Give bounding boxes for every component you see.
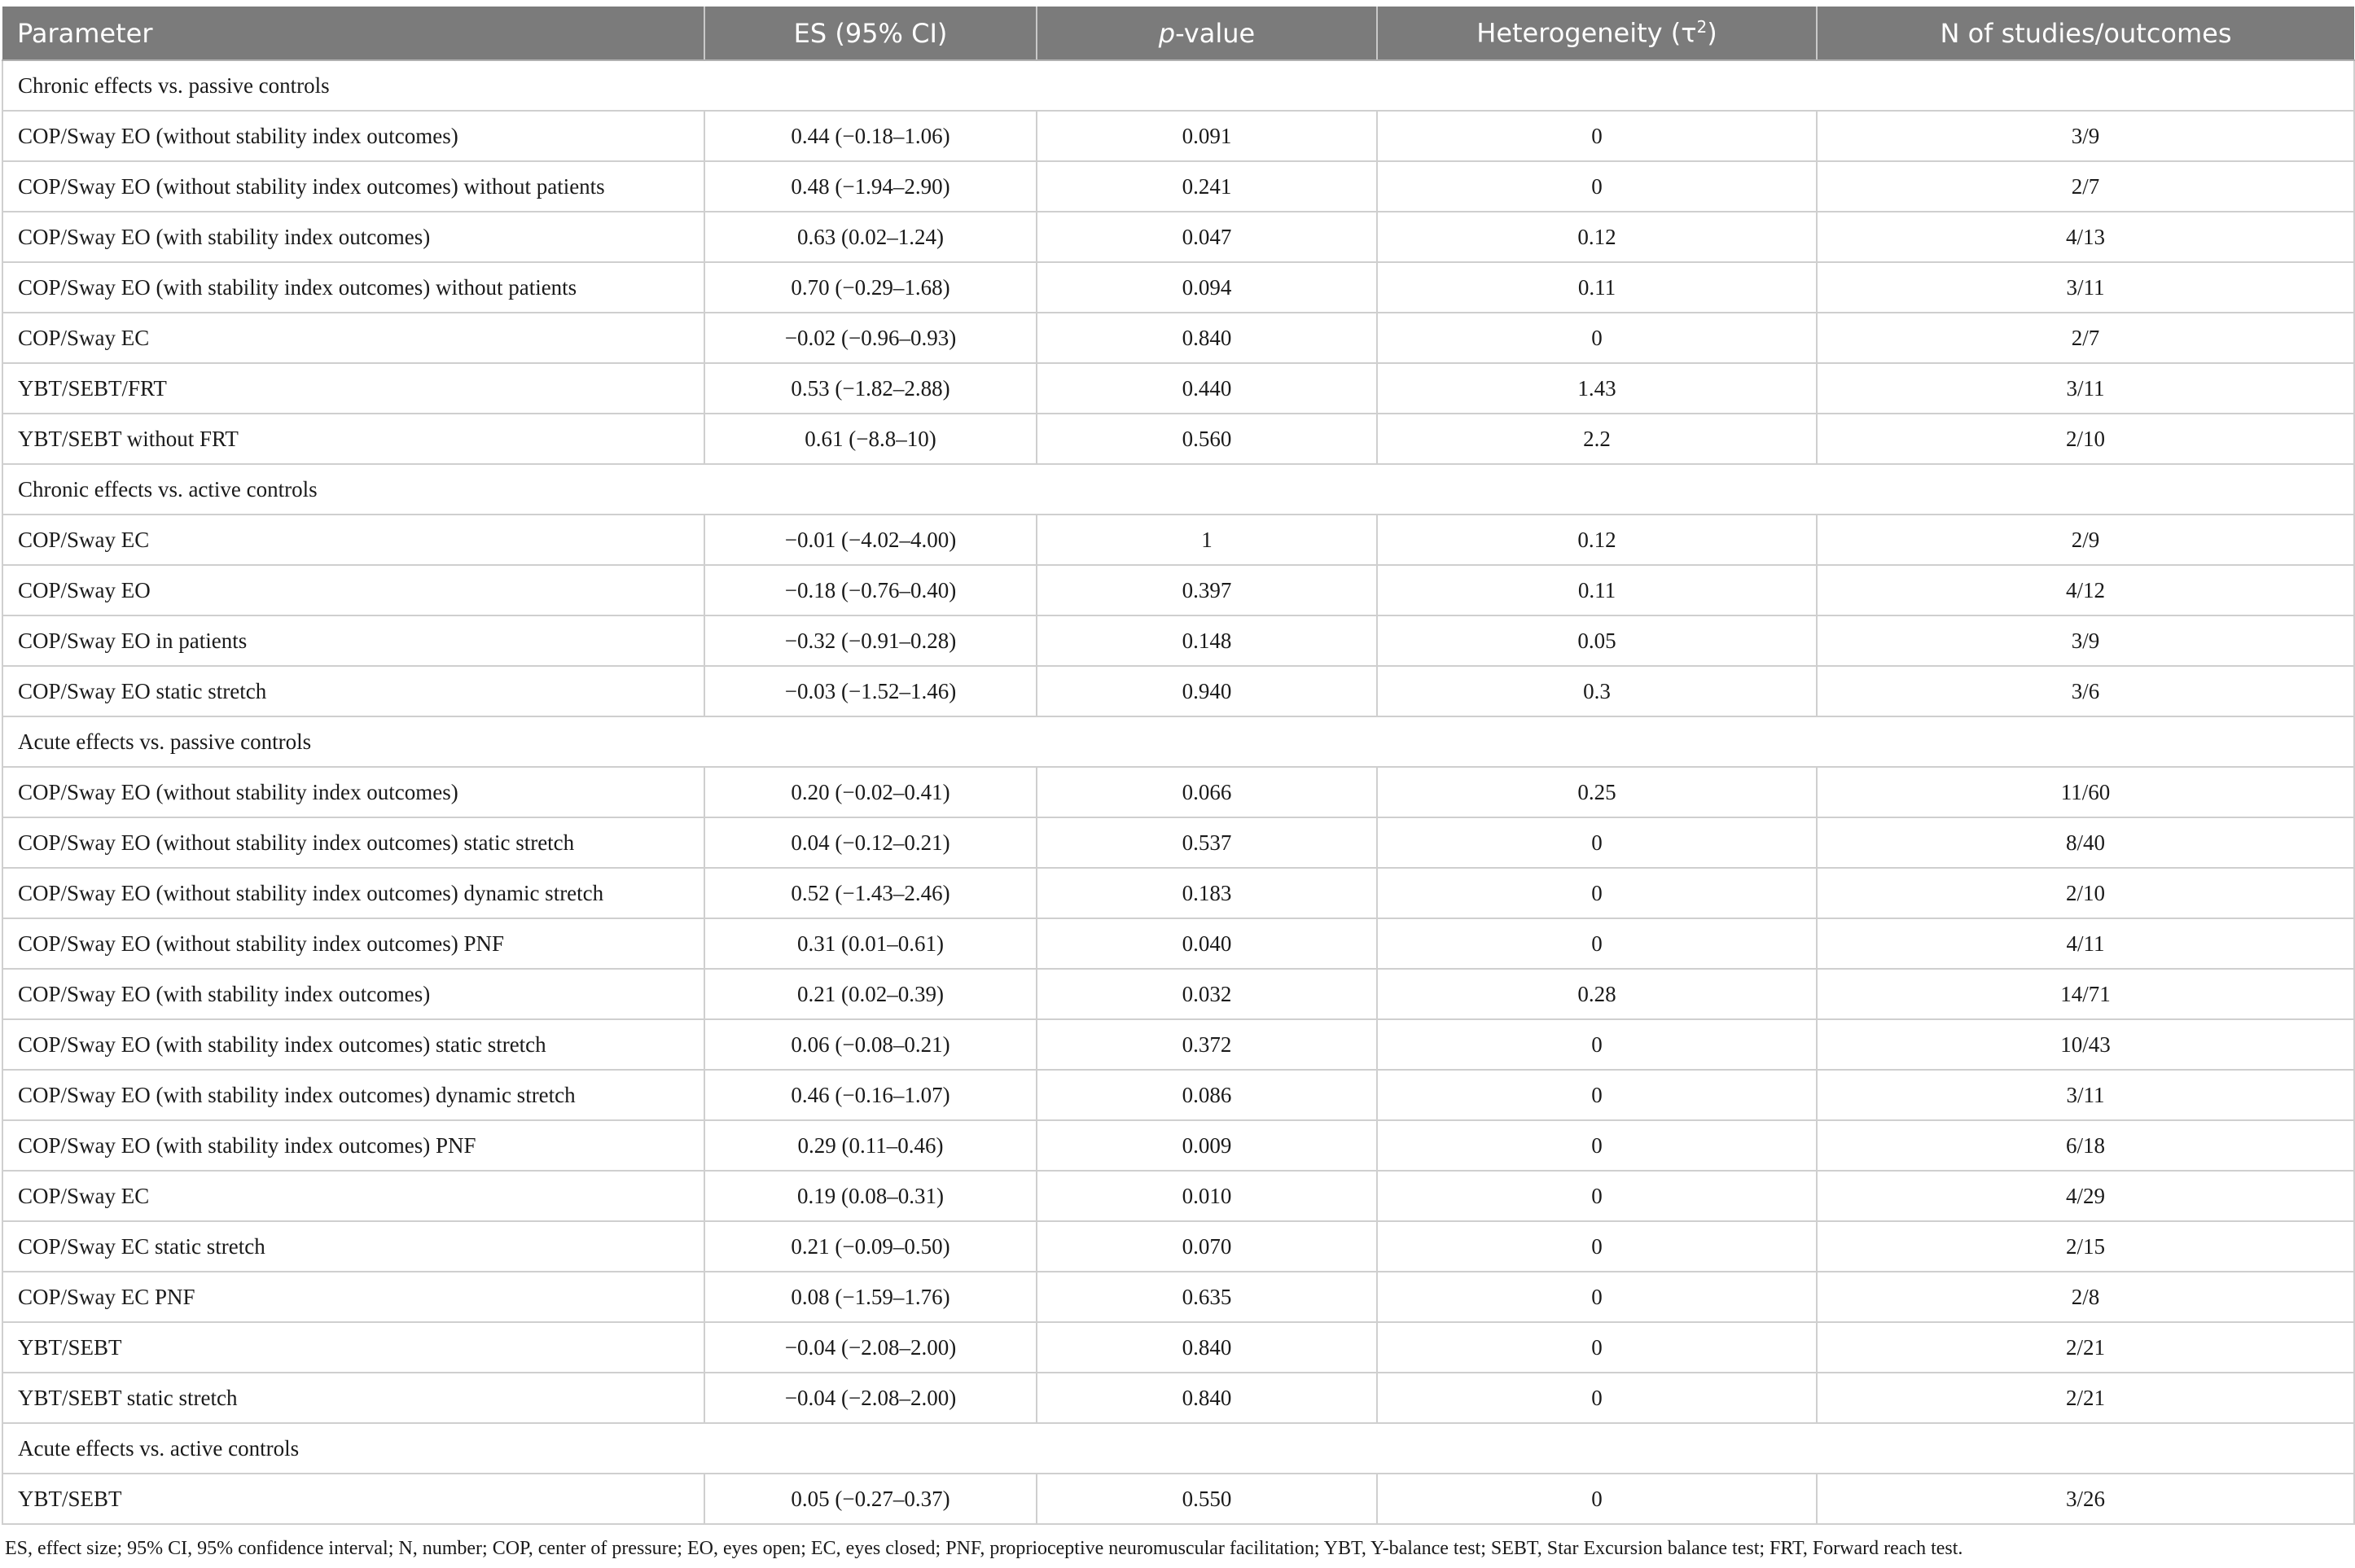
cell-parameter: COP/Sway EO <box>2 565 704 615</box>
cell-parameter: COP/Sway EO (without stability index outcomes) dynamic stretch <box>2 868 704 918</box>
cell-parameter: COP/Sway EC <box>2 313 704 363</box>
table-row <box>2 1272 2354 1322</box>
cell-heterogeneity: 0 <box>1377 868 1817 918</box>
cell-p-value: 0.066 <box>1037 767 1377 817</box>
cell-n-studies: 6/18 <box>1817 1120 2354 1171</box>
cell-effect-size: −0.03 (−1.52–1.46) <box>704 666 1037 716</box>
cell-effect-size: 0.21 (0.02–0.39) <box>704 969 1037 1019</box>
cell-effect-size: 0.46 (−0.16–1.07) <box>704 1070 1037 1120</box>
cell-heterogeneity: 0.11 <box>1377 262 1817 313</box>
cell-heterogeneity: 0 <box>1377 111 1817 161</box>
table-row <box>2 212 2354 262</box>
cell-effect-size: 0.44 (−0.18–1.06) <box>704 111 1037 161</box>
cell-effect-size: 0.29 (0.11–0.46) <box>704 1120 1037 1171</box>
table-row <box>2 817 2354 868</box>
cell-heterogeneity: 0.28 <box>1377 969 1817 1019</box>
cell-p-value: 0.537 <box>1037 817 1377 868</box>
cell-parameter: COP/Sway EC <box>2 515 704 565</box>
cell-heterogeneity: 0 <box>1377 1019 1817 1070</box>
cell-effect-size: 0.20 (−0.02–0.41) <box>704 767 1037 817</box>
cell-effect-size: −0.04 (−2.08–2.00) <box>704 1322 1037 1373</box>
table-row <box>2 868 2354 918</box>
cell-p-value: 0.940 <box>1037 666 1377 716</box>
cell-heterogeneity: 0 <box>1377 918 1817 969</box>
cell-effect-size: 0.05 (−0.27–0.37) <box>704 1474 1037 1524</box>
cell-p-value: 0.010 <box>1037 1171 1377 1221</box>
cell-effect-size: −0.32 (−0.91–0.28) <box>704 615 1037 666</box>
cell-parameter: COP/Sway EO static stretch <box>2 666 704 716</box>
cell-heterogeneity: 0.12 <box>1377 515 1817 565</box>
table-row <box>2 363 2354 414</box>
header-row <box>2 7 2354 60</box>
cell-heterogeneity: 0 <box>1377 313 1817 363</box>
cell-p-value: 0.148 <box>1037 615 1377 666</box>
header-p-prefix: p <box>1158 17 1176 49</box>
section-row <box>2 60 2354 111</box>
cell-p-value: 0.241 <box>1037 161 1377 212</box>
cell-heterogeneity: 0 <box>1377 1120 1817 1171</box>
cell-effect-size: 0.61 (−8.8–10) <box>704 414 1037 464</box>
table-row <box>2 615 2354 666</box>
table-body <box>2 60 2354 1524</box>
table-row <box>2 565 2354 615</box>
table-row <box>2 1373 2354 1423</box>
cell-parameter: YBT/SEBT/FRT <box>2 363 704 414</box>
cell-n-studies: 2/15 <box>1817 1221 2354 1272</box>
cell-n-studies: 10/43 <box>1817 1019 2354 1070</box>
cell-n-studies: 3/26 <box>1817 1474 2354 1524</box>
cell-parameter: YBT/SEBT <box>2 1322 704 1373</box>
cell-heterogeneity: 0 <box>1377 1272 1817 1322</box>
table-row <box>2 767 2354 817</box>
cell-p-value: 0.047 <box>1037 212 1377 262</box>
cell-effect-size: 0.21 (−0.09–0.50) <box>704 1221 1037 1272</box>
cell-heterogeneity: 0 <box>1377 1322 1817 1373</box>
cell-n-studies: 3/6 <box>1817 666 2354 716</box>
table-header <box>2 7 2354 60</box>
table-row <box>2 666 2354 716</box>
cell-heterogeneity: 0 <box>1377 1070 1817 1120</box>
cell-heterogeneity: 0 <box>1377 817 1817 868</box>
cell-n-studies: 2/8 <box>1817 1272 2354 1322</box>
cell-effect-size: −0.04 (−2.08–2.00) <box>704 1373 1037 1423</box>
cell-parameter: COP/Sway EC static stretch <box>2 1221 704 1272</box>
section-row <box>2 1423 2354 1474</box>
cell-n-studies: 2/10 <box>1817 414 2354 464</box>
cell-heterogeneity: 0 <box>1377 1474 1817 1524</box>
cell-effect-size: 0.19 (0.08–0.31) <box>704 1171 1037 1221</box>
header-n-studies: N of studies/outcomes <box>1817 7 2354 60</box>
cell-effect-size: 0.08 (−1.59–1.76) <box>704 1272 1037 1322</box>
cell-parameter: COP/Sway EO in patients <box>2 615 704 666</box>
results-table <box>2 7 2355 1525</box>
cell-p-value: 0.840 <box>1037 313 1377 363</box>
cell-p-value: 0.372 <box>1037 1019 1377 1070</box>
cell-effect-size: −0.01 (−4.02–4.00) <box>704 515 1037 565</box>
section-title: Acute effects vs. passive controls <box>2 716 2354 767</box>
cell-parameter: COP/Sway EO (with stability index outcomes) PNF <box>2 1120 704 1171</box>
cell-n-studies: 4/12 <box>1817 565 2354 615</box>
cell-n-studies: 2/21 <box>1817 1373 2354 1423</box>
cell-parameter: YBT/SEBT static stretch <box>2 1373 704 1423</box>
table-row <box>2 262 2354 313</box>
cell-heterogeneity: 0.25 <box>1377 767 1817 817</box>
cell-effect-size: −0.18 (−0.76–0.40) <box>704 565 1037 615</box>
table-row <box>2 1171 2354 1221</box>
cell-n-studies: 11/60 <box>1817 767 2354 817</box>
table-row <box>2 969 2354 1019</box>
header-heterogeneity-prefix: Heterogeneity (τ <box>1476 17 1697 49</box>
section-title: Acute effects vs. active controls <box>2 1423 2354 1474</box>
cell-effect-size: 0.48 (−1.94–2.90) <box>704 161 1037 212</box>
header-p-suffix: -value <box>1175 17 1256 49</box>
cell-p-value: 1 <box>1037 515 1377 565</box>
cell-heterogeneity: 0.05 <box>1377 615 1817 666</box>
cell-n-studies: 8/40 <box>1817 817 2354 868</box>
cell-p-value: 0.094 <box>1037 262 1377 313</box>
cell-n-studies: 4/29 <box>1817 1171 2354 1221</box>
cell-n-studies: 3/9 <box>1817 615 2354 666</box>
section-row <box>2 716 2354 767</box>
cell-effect-size: 0.63 (0.02–1.24) <box>704 212 1037 262</box>
cell-effect-size: 0.70 (−0.29–1.68) <box>704 262 1037 313</box>
cell-parameter: COP/Sway EO (with stability index outcomes) without patients <box>2 262 704 313</box>
table-row <box>2 515 2354 565</box>
cell-heterogeneity: 2.2 <box>1377 414 1817 464</box>
section-title: Chronic effects vs. passive controls <box>2 60 2354 111</box>
header-heterogeneity-suffix: ) <box>1707 17 1717 49</box>
table-row <box>2 1221 2354 1272</box>
cell-p-value: 0.560 <box>1037 414 1377 464</box>
section-title: Chronic effects vs. active controls <box>2 464 2354 515</box>
table-row <box>2 1474 2354 1524</box>
cell-p-value: 0.397 <box>1037 565 1377 615</box>
table-row <box>2 918 2354 969</box>
cell-heterogeneity: 0 <box>1377 161 1817 212</box>
cell-p-value: 0.032 <box>1037 969 1377 1019</box>
section-row <box>2 464 2354 515</box>
cell-effect-size: 0.06 (−0.08–0.21) <box>704 1019 1037 1070</box>
cell-heterogeneity: 0.11 <box>1377 565 1817 615</box>
cell-n-studies: 3/9 <box>1817 111 2354 161</box>
cell-p-value: 0.091 <box>1037 111 1377 161</box>
cell-n-studies: 2/10 <box>1817 868 2354 918</box>
cell-n-studies: 2/7 <box>1817 313 2354 363</box>
cell-n-studies: 2/7 <box>1817 161 2354 212</box>
cell-heterogeneity: 0 <box>1377 1171 1817 1221</box>
cell-p-value: 0.550 <box>1037 1474 1377 1524</box>
cell-p-value: 0.635 <box>1037 1272 1377 1322</box>
cell-p-value: 0.009 <box>1037 1120 1377 1171</box>
cell-effect-size: 0.31 (0.01–0.61) <box>704 918 1037 969</box>
cell-heterogeneity: 0.12 <box>1377 212 1817 262</box>
cell-n-studies: 4/11 <box>1817 918 2354 969</box>
cell-parameter: COP/Sway EO (with stability index outcomes) dynamic stretch <box>2 1070 704 1120</box>
header-heterogeneity-sup: 2 <box>1696 17 1708 37</box>
cell-parameter: COP/Sway EO (without stability index outcomes) <box>2 111 704 161</box>
cell-p-value: 0.840 <box>1037 1322 1377 1373</box>
table-footnote: ES, effect size; 95% CI, 95% confidence interval; N, number; COP, center of pressure; EO, eyes open; EC, eyes closed; PNF, proprioceptive neuromuscular facilitation; YBT, Y-balance test; SEBT, Star Excursion balance test; FRT, Forward reach test. <box>5 1538 1963 1559</box>
cell-parameter: YBT/SEBT <box>2 1474 704 1524</box>
cell-effect-size: 0.52 (−1.43–2.46) <box>704 868 1037 918</box>
cell-effect-size: 0.53 (−1.82–2.88) <box>704 363 1037 414</box>
cell-parameter: COP/Sway EO (with stability index outcomes) <box>2 969 704 1019</box>
cell-n-studies: 3/11 <box>1817 363 2354 414</box>
cell-heterogeneity: 0 <box>1377 1373 1817 1423</box>
results-table-container <box>2 7 2353 1560</box>
header-parameter: Parameter <box>2 7 704 60</box>
table-row <box>2 1019 2354 1070</box>
cell-n-studies: 3/11 <box>1817 262 2354 313</box>
table-row <box>2 1322 2354 1373</box>
header-p-value <box>1037 7 1377 60</box>
cell-heterogeneity: 0 <box>1377 1221 1817 1272</box>
cell-parameter: COP/Sway EO (without stability index outcomes) PNF <box>2 918 704 969</box>
cell-heterogeneity: 0.3 <box>1377 666 1817 716</box>
table-row <box>2 313 2354 363</box>
cell-effect-size: −0.02 (−0.96–0.93) <box>704 313 1037 363</box>
cell-n-studies: 4/13 <box>1817 212 2354 262</box>
cell-p-value: 0.086 <box>1037 1070 1377 1120</box>
cell-parameter: COP/Sway EC <box>2 1171 704 1221</box>
cell-n-studies: 14/71 <box>1817 969 2354 1019</box>
header-es: ES (95% CI) <box>704 7 1037 60</box>
cell-effect-size: 0.04 (−0.12–0.21) <box>704 817 1037 868</box>
cell-parameter: COP/Sway EO (without stability index outcomes) without patients <box>2 161 704 212</box>
table-row <box>2 161 2354 212</box>
cell-p-value: 0.070 <box>1037 1221 1377 1272</box>
cell-parameter: COP/Sway EO (without stability index outcomes) <box>2 767 704 817</box>
table-row <box>2 111 2354 161</box>
cell-p-value: 0.840 <box>1037 1373 1377 1423</box>
cell-n-studies: 2/9 <box>1817 515 2354 565</box>
cell-parameter: COP/Sway EO (without stability index outcomes) static stretch <box>2 817 704 868</box>
cell-heterogeneity: 1.43 <box>1377 363 1817 414</box>
cell-p-value: 0.440 <box>1037 363 1377 414</box>
cell-n-studies: 2/21 <box>1817 1322 2354 1373</box>
cell-p-value: 0.183 <box>1037 868 1377 918</box>
cell-parameter: COP/Sway EO (with stability index outcomes) <box>2 212 704 262</box>
header-heterogeneity <box>1377 7 1817 60</box>
table-row <box>2 1070 2354 1120</box>
cell-parameter: YBT/SEBT without FRT <box>2 414 704 464</box>
table-row <box>2 414 2354 464</box>
cell-parameter: COP/Sway EC PNF <box>2 1272 704 1322</box>
cell-parameter: COP/Sway EO (with stability index outcomes) static stretch <box>2 1019 704 1070</box>
cell-n-studies: 3/11 <box>1817 1070 2354 1120</box>
table-row <box>2 1120 2354 1171</box>
cell-p-value: 0.040 <box>1037 918 1377 969</box>
